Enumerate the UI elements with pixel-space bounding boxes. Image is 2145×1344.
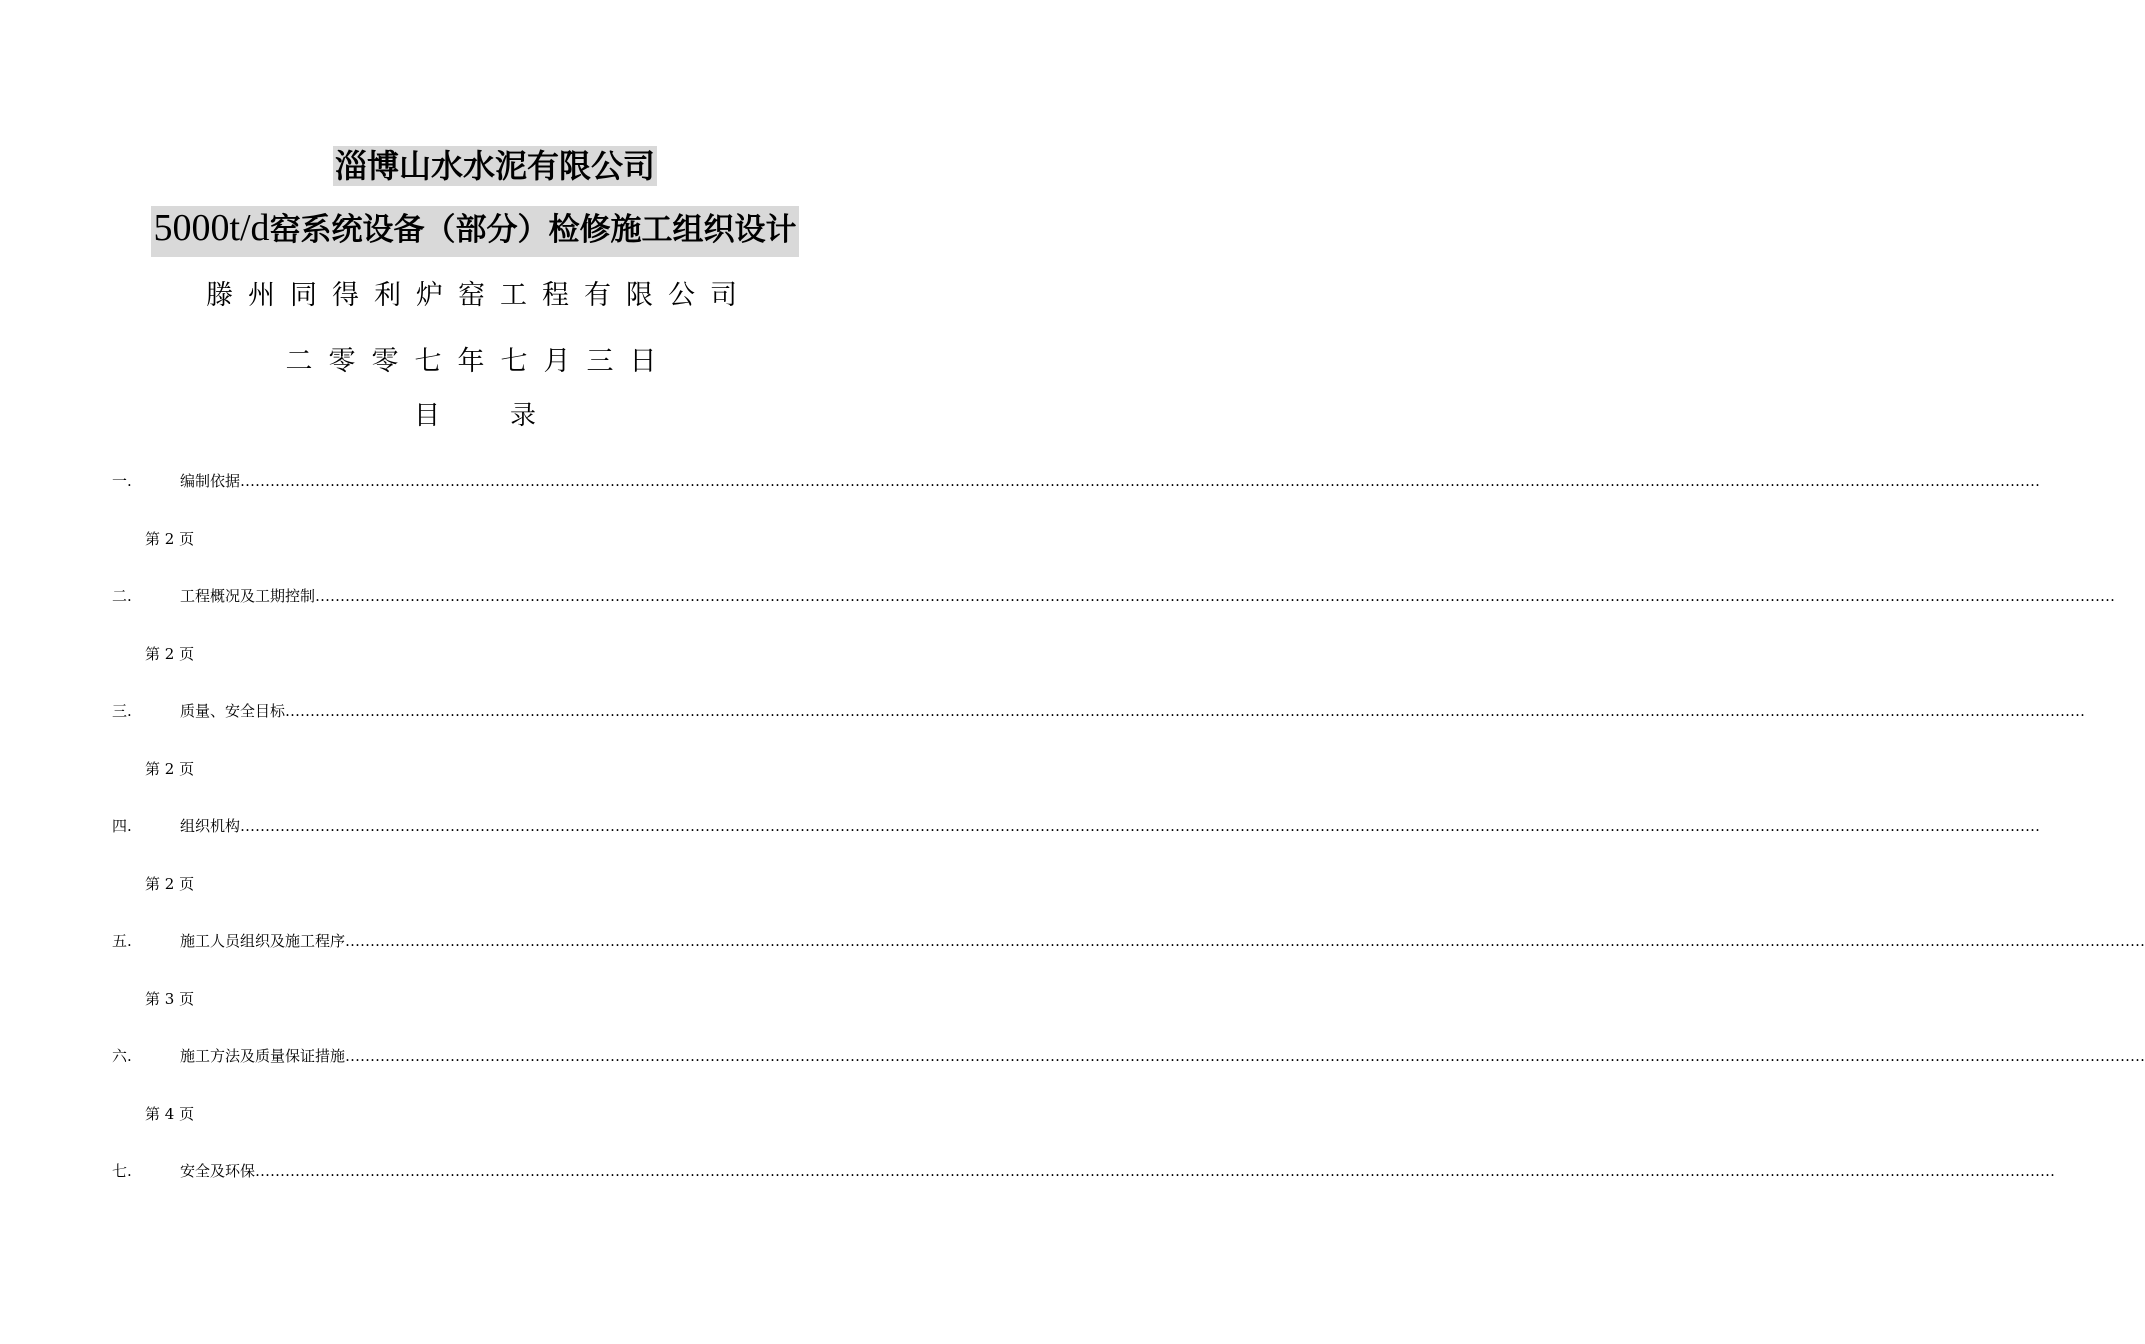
toc-entry-number: 五. bbox=[112, 932, 132, 950]
toc-line bbox=[112, 815, 2041, 837]
toc-entry-title: 施工人员组织及施工程序……………………………………………………………………………………………………………………………………………………………………………………………………………………………………………………………………………………………………………………………… bbox=[180, 932, 2145, 950]
toc-entry-number: 六. bbox=[112, 1047, 132, 1065]
dot-leader: ……………………………………………………………………………………………………………………………………………………………………………………………………………………………………………………………………………………………………………………………… bbox=[255, 1162, 2056, 1180]
toc-entry-number: 三. bbox=[112, 702, 132, 720]
dot-leader: ……………………………………………………………………………………………………………………………………………………………………………………………………………………………………………………………………………………………………………………………… bbox=[345, 1047, 2145, 1065]
project-title bbox=[0, 206, 950, 257]
dot-leader: ……………………………………………………………………………………………………………………………………………………………………………………………………………………………………………………………………………………………………………………………… bbox=[240, 817, 2041, 835]
toc-entry[interactable] bbox=[0, 815, 2041, 930]
toc-line bbox=[112, 1045, 2145, 1067]
toc-entry-title: 施工方法及质量保证措施……………………………………………………………………………………………………………………………………………………………………………………………………………………………………………………………………………………………………………………………… bbox=[180, 1047, 2145, 1065]
project-title-highlight bbox=[151, 206, 798, 257]
toc-entry-title: 编制依据……………………………………………………………………………………………………………………………………………………………………………………………………………………………………………………………………………………………………………………………… bbox=[180, 472, 2041, 490]
document-date: 二零零七年七月三日 bbox=[285, 346, 673, 377]
toc-entry[interactable] bbox=[0, 930, 2145, 1045]
toc-entry-number: 四. bbox=[112, 817, 132, 835]
toc-title: 目录 bbox=[413, 401, 606, 431]
contractor-name: 滕州同得利炉窑工程有限公司 bbox=[206, 280, 752, 311]
toc-entry-page: 第 2 页 bbox=[145, 760, 195, 778]
dot-leader: ……………………………………………………………………………………………………………………………………………………………………………………………………………………………………………………………………………………………………………………………… bbox=[315, 587, 2116, 605]
toc-entry-page: 第 2 页 bbox=[145, 530, 195, 548]
toc-entry-number: 七. bbox=[112, 1162, 132, 1180]
toc-line bbox=[112, 700, 2086, 722]
project-capacity: 5000t/d bbox=[153, 207, 270, 249]
dot-leader: ……………………………………………………………………………………………………………………………………………………………………………………………………………………………………………………………………………………………………………………………… bbox=[345, 932, 2145, 950]
toc-entry[interactable] bbox=[0, 585, 2116, 700]
toc-entry-title: 安全及环保……………………………………………………………………………………………………………………………………………………………………………………………………………………………………………………………………………………………………………………………… bbox=[180, 1162, 2056, 1180]
toc-entry-number: 一. bbox=[112, 472, 132, 490]
toc-entry-page: 第 4 页 bbox=[145, 1105, 195, 1123]
toc-entry-title: 工程概况及工期控制……………………………………………………………………………………………………………………………………………………………………………………………………………………………………………………………………………………………………………………………… bbox=[180, 587, 2116, 605]
toc-line bbox=[112, 585, 2116, 607]
dot-leader: ……………………………………………………………………………………………………………………………………………………………………………………………………………………………………………………………………………………………………………………………… bbox=[240, 472, 2041, 490]
toc-entry-page: 第 2 页 bbox=[145, 875, 195, 893]
company-title bbox=[0, 146, 950, 186]
toc-entry[interactable] bbox=[0, 1045, 2145, 1160]
dot-leader: ……………………………………………………………………………………………………………………………………………………………………………………………………………………………………………………………………………………………………………………………… bbox=[285, 702, 2086, 720]
toc-entry[interactable] bbox=[0, 470, 2041, 585]
toc-entry-page: 第 2 页 bbox=[145, 645, 195, 663]
toc-entry[interactable] bbox=[0, 1160, 2056, 1275]
toc-line bbox=[112, 930, 2145, 952]
toc-entry-page: 第 3 页 bbox=[145, 990, 195, 1008]
toc-entry[interactable] bbox=[0, 700, 2086, 815]
toc-entry-number: 二. bbox=[112, 587, 132, 605]
toc-line bbox=[112, 470, 2041, 492]
toc-line bbox=[112, 1160, 2056, 1182]
company-name: 淄博山水水泥有限公司 bbox=[334, 147, 655, 185]
toc-entry-title: 组织机构……………………………………………………………………………………………………………………………………………………………………………………………………………………………………………………………………………………………………………………………… bbox=[180, 817, 2041, 835]
project-name: 窑系统设备（部分）检修施工组织设计 bbox=[269, 212, 797, 248]
toc-entry-title: 质量、安全目标……………………………………………………………………………………………………………………………………………………………………………………………………………………………………………………………………………………………………………………………… bbox=[180, 702, 2086, 720]
